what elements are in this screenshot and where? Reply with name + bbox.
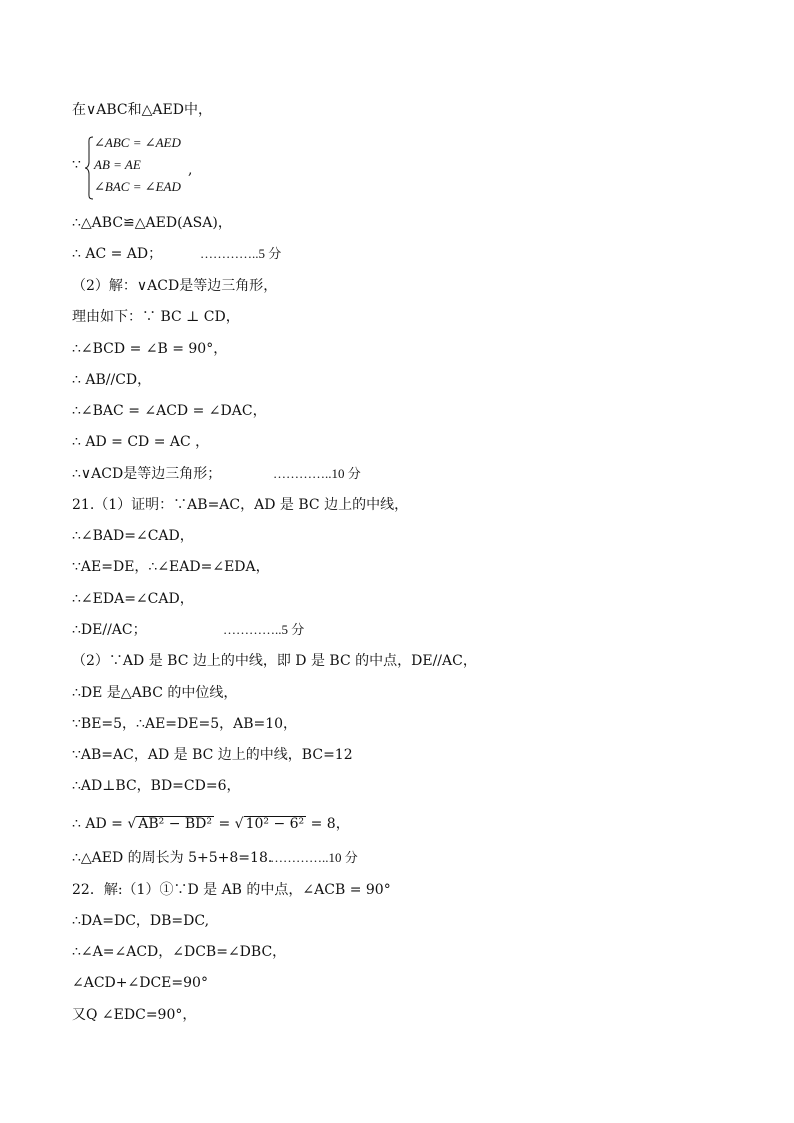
text-line: ∵AE=DE，∴∠EAD=∠EDA， bbox=[72, 559, 270, 575]
left-brace-icon bbox=[84, 136, 94, 200]
radical-icon: √ bbox=[234, 816, 244, 832]
sqrt-equation-line bbox=[72, 815, 350, 833]
text-line: ∴DE 是△ABC 的中位线， bbox=[72, 685, 238, 701]
text-line: 又Q ∠EDC=90°， bbox=[72, 1007, 197, 1023]
score-mark: …………..10 分 bbox=[270, 850, 358, 865]
condition-row: AB = AE bbox=[94, 157, 141, 172]
text-line: 在∨ABC和△AED中， bbox=[72, 102, 212, 118]
condition-row: ∠ABC = ∠AED bbox=[94, 135, 181, 150]
equals-sign: = bbox=[218, 816, 231, 832]
text-line: ∴ AB//CD， bbox=[72, 372, 152, 388]
radical-icon: √ bbox=[127, 816, 137, 832]
equation-system bbox=[72, 132, 312, 202]
text-line: ∵BE=5，∴AE=DE=5，AB=10， bbox=[72, 716, 298, 732]
text-line: ∴DE//AC； bbox=[72, 622, 147, 638]
text-line: ∴∠EDA=∠CAD， bbox=[72, 591, 194, 607]
text-line: 理由如下：∵ BC ⊥ CD， bbox=[72, 309, 240, 325]
text-line: （2）解：∨ACD是等边三角形， bbox=[72, 278, 278, 294]
text-line: ∴∨ACD是等边三角形； bbox=[72, 466, 222, 482]
because-symbol: ∵ bbox=[72, 157, 81, 173]
text-line: ∴AD⊥BC，BD=CD=6， bbox=[72, 778, 241, 794]
text-line: ∴∠A=∠ACD，∠DCB=∠DBC， bbox=[72, 944, 287, 960]
text-line: 21.（1）证明：∵AB=AC，AD 是 BC 边上的中线， bbox=[72, 497, 409, 513]
text-line: （2）∵AD 是 BC 边上的中线，即 D 是 BC 的中点，DE//AC， bbox=[72, 653, 477, 669]
score-mark: …………..5 分 bbox=[200, 246, 282, 261]
text-line: ∴ AD = CD = AC ， bbox=[72, 434, 210, 450]
text-line: ∠ACD+∠DCE=90° bbox=[72, 975, 208, 991]
condition-row: ∠BAC = ∠EAD bbox=[94, 179, 181, 194]
text-line: 22．解:（1）①∵D 是 AB 的中点，∠ACB = 90° bbox=[72, 882, 391, 898]
text-line: ∴△ABC≌△AED(ASA)， bbox=[72, 215, 232, 231]
score-mark: …………..5 分 bbox=[223, 622, 305, 637]
text-line: ∴∠BAC = ∠ACD = ∠DAC， bbox=[72, 403, 267, 419]
text-line: ∴△AED 的周长为 5+5+8=18． bbox=[72, 850, 282, 866]
comma: , bbox=[188, 162, 193, 178]
text-line: ∴∠BAD=∠CAD， bbox=[72, 528, 194, 544]
radicand: 10² − 6² bbox=[245, 816, 305, 832]
text-line: ∴DA=DC，DB=DC, bbox=[72, 913, 210, 929]
text-line: ∴ AC = AD； bbox=[72, 246, 163, 262]
text-line: ∵AB=AC，AD 是 BC 边上的中线，BC=12 bbox=[72, 747, 353, 763]
score-mark: …………..10 分 bbox=[273, 466, 361, 481]
equation-prefix: ∴ AD = bbox=[72, 816, 123, 832]
radicand: AB² − BD² bbox=[138, 816, 213, 832]
equation-result: = 8， bbox=[310, 816, 350, 832]
text-line: ∴∠BCD = ∠B = 90°， bbox=[72, 341, 228, 357]
